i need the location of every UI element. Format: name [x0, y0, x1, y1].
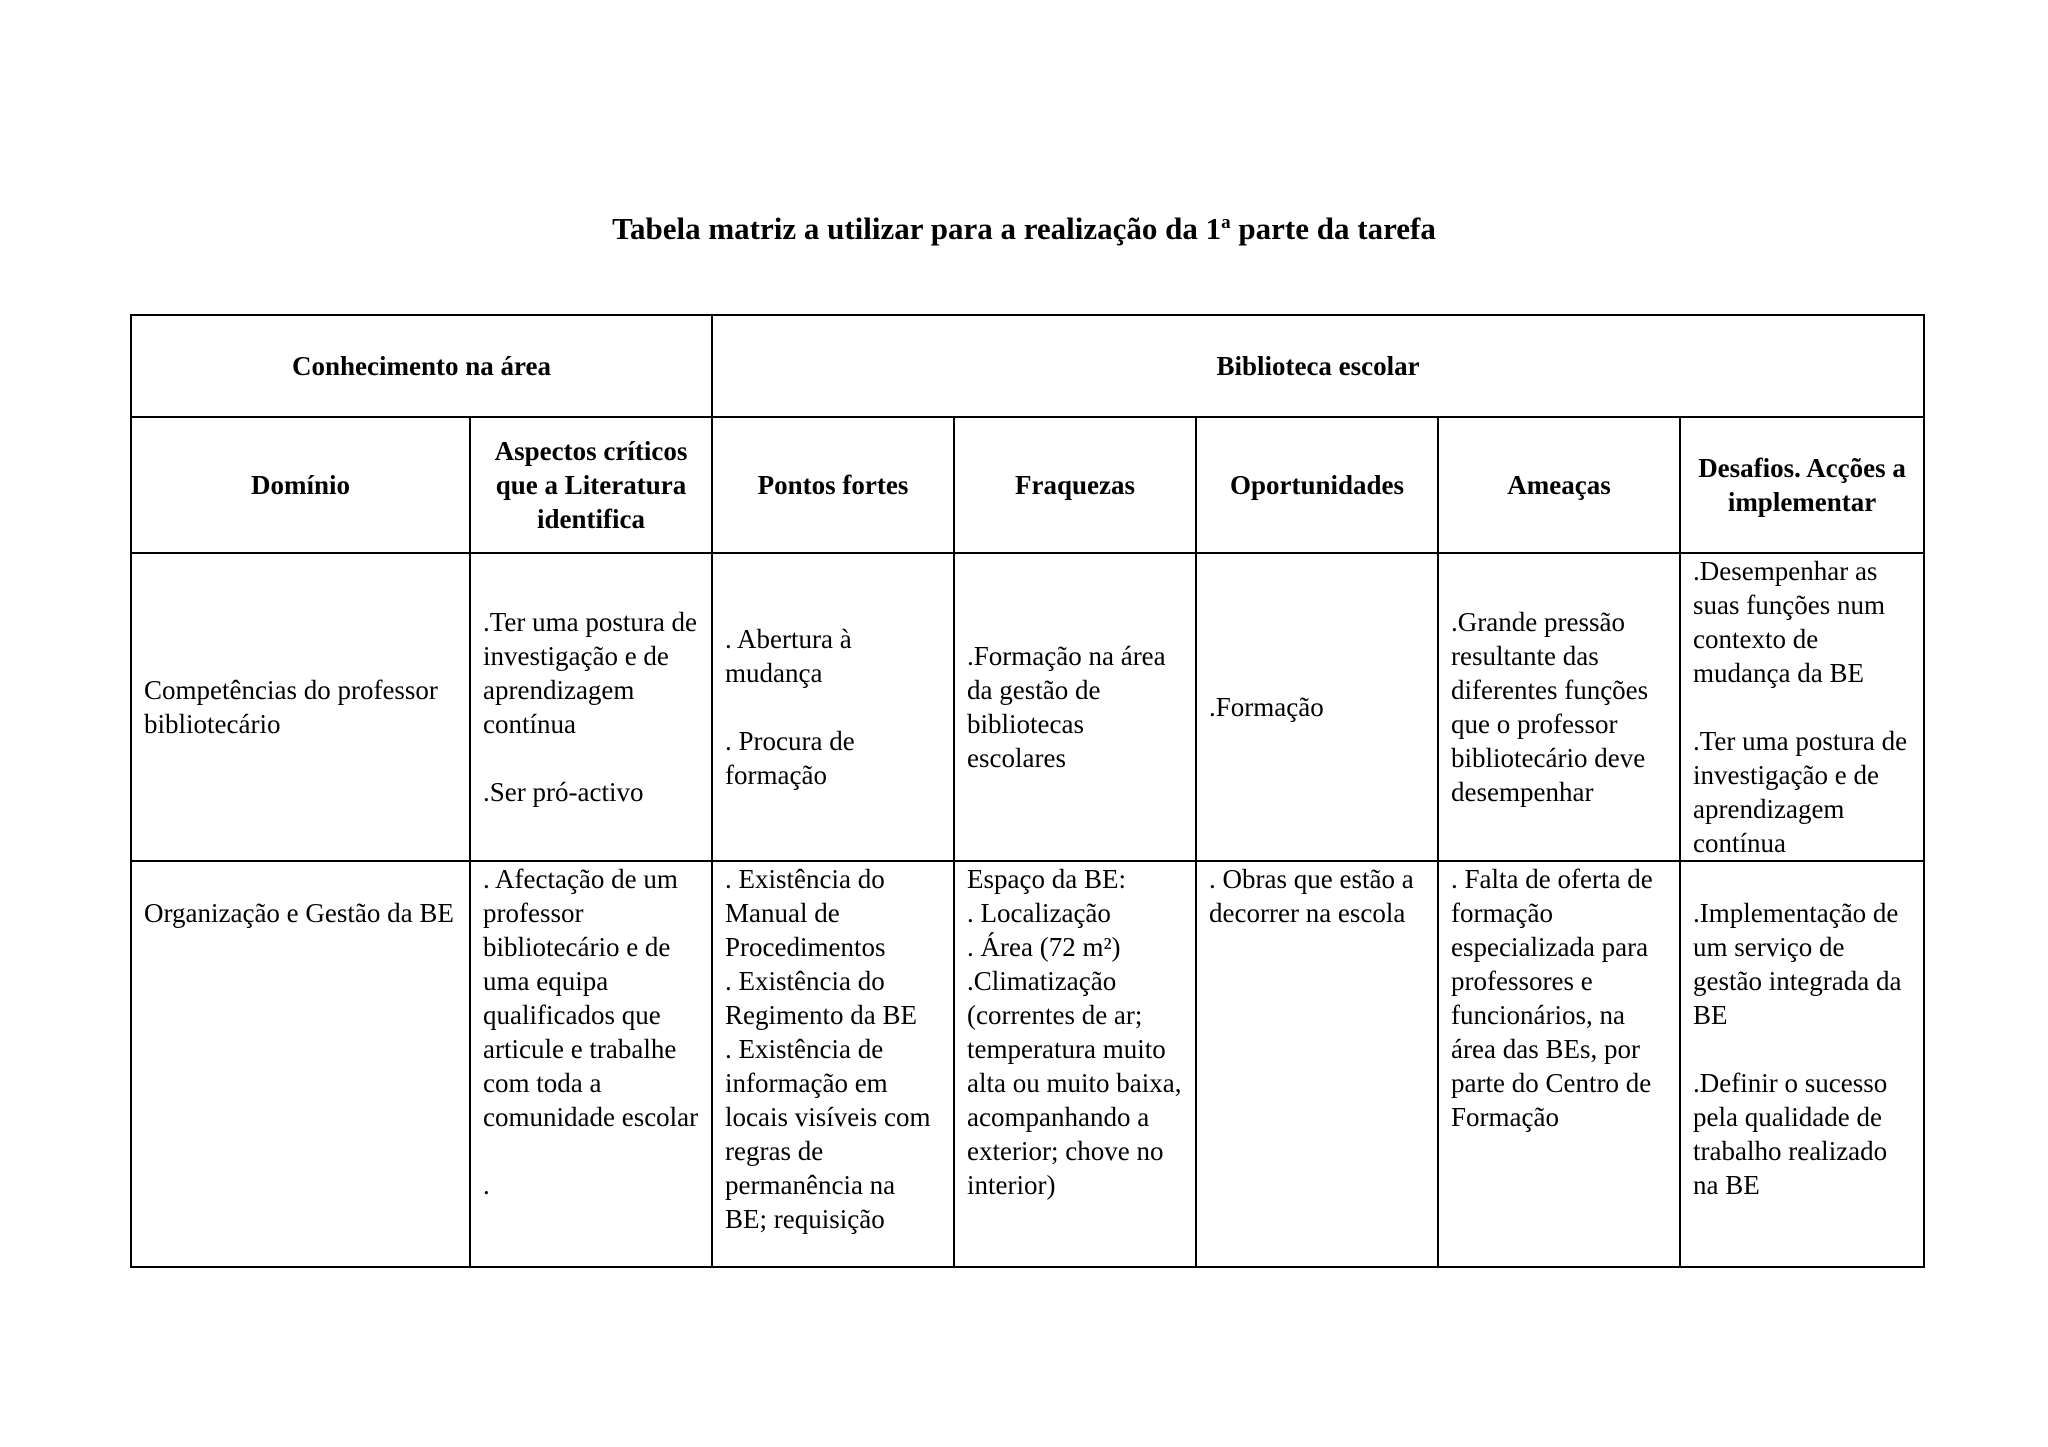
cell-text: .Formação	[1209, 692, 1324, 722]
column-header-row	[131, 417, 1924, 553]
cell-pontos-fortes	[712, 553, 954, 861]
cell-text: .Formação na área da gestão de bibliotecas escolares	[967, 641, 1166, 773]
column-header-pontos-fortes: Pontos fortes	[712, 417, 954, 553]
cell-text: . Afectação de um professor bibliotecário e de uma equipa qualificados que articule e trabalhe com toda a comunidade escolar .	[483, 864, 699, 1200]
cell-dominio	[131, 553, 470, 861]
cell-fraquezas	[954, 861, 1196, 1267]
group-header-biblioteca: Biblioteca escolar	[712, 315, 1924, 417]
cell-desafios	[1680, 553, 1924, 861]
title-end: parte da tarefa	[1230, 211, 1436, 246]
table-row	[131, 861, 1924, 1267]
table-row	[131, 553, 1924, 861]
column-header-oportunidades: Oportunidades	[1196, 417, 1438, 553]
matrix-table	[130, 314, 1925, 1268]
column-header-dominio: Domínio	[131, 417, 470, 553]
group-header-conhecimento: Conhecimento na área	[131, 315, 712, 417]
cell-text: .Grande pressão resultante das diferentes funções que o professor bibliotecário deve desempenhar	[1451, 607, 1649, 807]
cell-text: .Ter uma postura de investigação e de aprendizagem contínua .Ser pró-activo	[483, 607, 698, 807]
cell-text: . Existência do Manual de Procedimentos . Existência do Regimento da BE . Existência de informação em locais visíveis com regras de permanência na BE; requisição	[725, 864, 931, 1234]
cell-oportunidades	[1196, 553, 1438, 861]
column-header-aspectos: Aspectos críticos que a Literatura identifica	[470, 417, 712, 553]
cell-text: .Implementação de um serviço de gestão integrada da BE .Definir o sucesso pela qualidade de trabalho realizado na BE	[1693, 898, 1902, 1200]
cell-text: Competências do professor bibliotecário	[144, 675, 438, 739]
title-superscript: a	[1221, 212, 1231, 233]
cell-oportunidades	[1196, 861, 1438, 1267]
title-main: Tabela matriz a utilizar para a realização da 1	[612, 211, 1222, 246]
cell-text: . Falta de oferta de formação especializada para professores e funcionários, na área das BEs, por parte do Centro de Formação	[1451, 864, 1653, 1132]
page-title	[0, 204, 2048, 254]
cell-aspectos	[470, 553, 712, 861]
cell-ameacas	[1438, 861, 1680, 1267]
cell-ameacas	[1438, 553, 1680, 861]
cell-text: . Obras que estão a decorrer na escola	[1209, 864, 1414, 928]
cell-text: Espaço da BE: . Localização . Área (72 m²) .Climatização (correntes de ar; temperatura muito alta ou muito baixa, acompanhando a exterior; chove no interior)	[967, 864, 1182, 1200]
cell-desafios	[1680, 861, 1924, 1267]
cell-text: . Abertura à mudança . Procura de formação	[725, 624, 855, 790]
cell-text: Organização e Gestão da BE	[144, 898, 454, 928]
cell-text: .Desempenhar as suas funções num contexto de mudança da BE .Ter uma postura de investigação e de aprendizagem contínua	[1693, 556, 1908, 858]
column-header-fraquezas: Fraquezas	[954, 417, 1196, 553]
column-header-ameacas: Ameaças	[1438, 417, 1680, 553]
cell-aspectos	[470, 861, 712, 1267]
cell-dominio	[131, 861, 470, 1267]
cell-fraquezas	[954, 553, 1196, 861]
column-header-desafios: Desafios. Acções a implementar	[1680, 417, 1924, 553]
group-header-row	[131, 315, 1924, 417]
cell-pontos-fortes	[712, 861, 954, 1267]
